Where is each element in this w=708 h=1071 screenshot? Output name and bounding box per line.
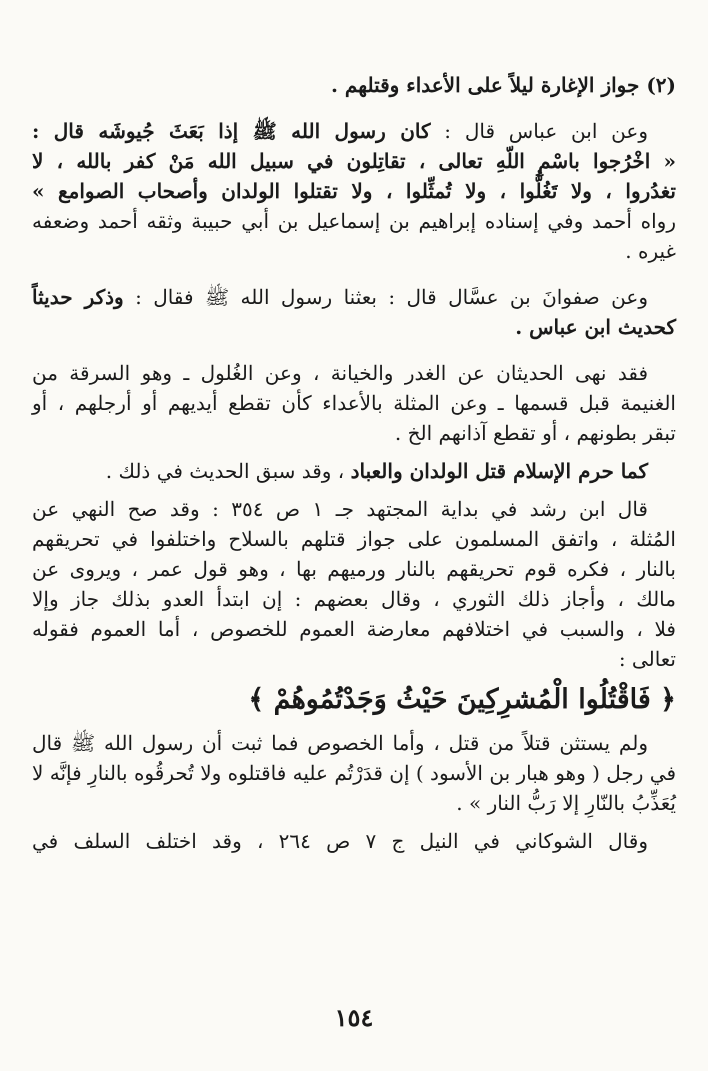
paragraph-line xyxy=(32,282,676,312)
narration-intro: وعن ابن عباس قال : xyxy=(430,119,649,143)
paragraph-line: في رجل ( وهو هبار بن الأسود ) إن قدَرْتُم عليه فاقتلوه ولا تُحرقُوه بالنارِ فإنَّه لا xyxy=(31,761,676,785)
paragraph-ibn-abbas xyxy=(32,116,676,266)
paragraph-line: فقد نهى الحديثان عن الغدر والخيانة ، وعن الغُلول ـ وهو السرقة من xyxy=(32,361,648,385)
source-line: غيره . xyxy=(625,239,676,263)
paragraph-line: مالك ، وأجاز ذلك الثوري ، وقال بعضهم : إن ابتدأ العدو بذلك جاز وإلا xyxy=(32,587,676,611)
paragraph-line: الغنيمة قبل قسمها ـ وعن المثلة بالأعداء كأن تقطع أيديهم أو أرجلهم ، أو xyxy=(32,391,676,415)
paragraph-prohibitions xyxy=(32,358,676,448)
paragraph-line xyxy=(32,116,676,146)
emphasis-text: كما حرم الإسلام قتل الولدان والعباد xyxy=(350,459,648,483)
paragraph-line: قال ابن رشد في بداية المجتهد جـ ١ ص ٣٥٤ : وقد صح النهي عن xyxy=(32,497,648,521)
paragraph-line xyxy=(32,456,676,486)
paragraph-exception xyxy=(32,728,676,818)
narration-text: وذكر حديثاً xyxy=(32,285,124,309)
paragraph-line: تبقر بطونهم ، أو تقطع آذانهم الخ . xyxy=(394,421,676,445)
source-line: رواه أحمد وفي إسناده إبراهيم بن إسماعيل بن أبي حبيبة وثقه أحمد وضعفه xyxy=(32,209,676,233)
paragraph-line: يُعَذِّبُ بالنّارِ إلا رَبُّ النار » . xyxy=(456,791,676,815)
paragraph-ibn-rushd xyxy=(32,494,676,674)
plain-text: ، وقد سبق الحديث في ذلك . xyxy=(105,459,351,483)
section-heading: (٢) جواز الإغارة ليلاً على الأعداء وقتلهم . xyxy=(331,73,676,97)
paragraph-prohibition-children xyxy=(32,456,676,486)
paragraph-line: كحديث ابن عباس . xyxy=(515,315,676,339)
narration-text: كان رسول الله ﷺ إذا بَعَثَ جُيوشَه قال : xyxy=(32,119,431,143)
hadith-quote-line: « اخْرُجوا باسْمِ اللّهِ تعالى ، تقاتِلون في سبيل الله مَنْ كفر بالله ، لا xyxy=(32,149,676,173)
paragraph-line: وقال الشوكاني في النيل ج ٧ ص ٢٦٤ ، وقد اختلف السلف في xyxy=(32,829,648,853)
page-number: ١٥٤ xyxy=(334,1003,374,1032)
narration-intro: وعن صفوانَ بن عسَّال قال : بعثنا رسول الله ﷺ فقال : xyxy=(123,285,648,309)
paragraph-line: بالنار ، فكره قوم تحريقهم بالنار ورميهم بها ، وهو قول عمر ، ويروى عن xyxy=(32,557,676,581)
paragraph-shawkani xyxy=(32,826,676,856)
quran-verse: ﴿ فَاقْتُلُوا الْمُشرِكِينَ حَيْثُ وَجَدْتُمُوهُمْ ﴾ xyxy=(248,684,676,715)
paragraph-safwan xyxy=(32,282,676,342)
paragraph-line: فلا ، والسبب في اختلافهم معارضة العموم للخصوص ، أما العموم فقوله xyxy=(32,617,676,641)
hadith-quote-line: تغدُروا ، ولا تَغُلُّوا ، ولا تُمثِّلوا ، ولا تقتلوا الولدان وأصحاب الصوامع » xyxy=(32,179,676,203)
paragraph-line: ولم يستثن قتلاً من قتل ، وأما الخصوص فما ثبت أن رسول الله ﷺ قال xyxy=(32,731,648,755)
paragraph-line: المُثلة ، واتفق المسلمون على جواز قتلهم بالسلاح واختلفوا في تحريقهم xyxy=(32,527,676,551)
paragraph-line: تعالى : xyxy=(618,647,676,671)
